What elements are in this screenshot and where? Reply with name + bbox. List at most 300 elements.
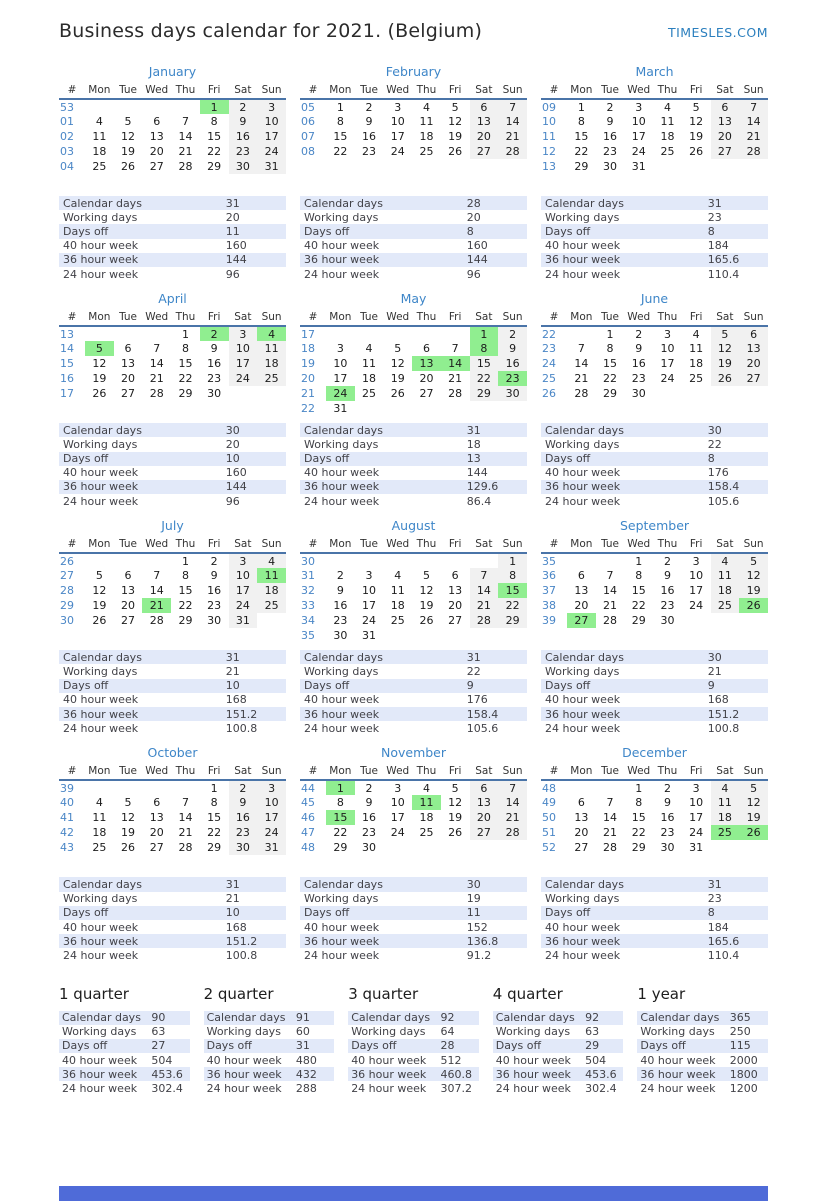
week-row: [59, 371, 286, 386]
stat-value: 30: [707, 423, 722, 437]
day-cell: 18: [419, 811, 434, 825]
week-number: 27: [60, 569, 74, 583]
day-cell: 11: [711, 795, 740, 810]
day-cell: 14: [603, 584, 618, 598]
week-row: [59, 326, 286, 341]
day-cell: 26: [92, 387, 107, 401]
week-number: 13: [60, 327, 74, 341]
week-number-header: #: [300, 82, 326, 99]
summary-1-year: [637, 985, 768, 1096]
day-cell: 31: [333, 402, 348, 416]
stats-table: [59, 650, 286, 735]
day-cell: 7: [153, 342, 161, 356]
stat-label: Days off: [304, 679, 350, 693]
day-cell: 3: [336, 342, 344, 356]
day-cell: 9: [210, 569, 218, 583]
week-number: 53: [60, 100, 74, 114]
day-cell: 8: [635, 569, 643, 583]
stat-value: 30: [225, 423, 240, 437]
day-cell: 20: [419, 372, 434, 386]
day-header: Mon: [326, 309, 355, 326]
day-header: Sun: [257, 763, 286, 780]
week-number: 18: [301, 342, 315, 356]
month-title: February: [385, 64, 442, 79]
week-row: [541, 356, 768, 371]
day-cell: 8: [606, 342, 614, 356]
day-cell: 30: [498, 386, 527, 401]
day-header: Thu: [653, 763, 682, 780]
stat-value: 365: [729, 1011, 751, 1025]
stat-label: 36 hour week: [545, 707, 621, 721]
day-cell: 25: [257, 598, 286, 613]
holiday-day-cell: 25: [711, 825, 740, 840]
day-cell: 4: [257, 553, 286, 568]
month-february: [300, 64, 527, 281]
day-cell: 13: [149, 811, 164, 825]
day-cell: 3: [394, 781, 402, 795]
day-cell: 14: [498, 114, 527, 129]
day-cell: 27: [739, 371, 768, 386]
week-number: 23: [542, 342, 556, 356]
holiday-day-cell: 23: [498, 371, 527, 386]
day-cell: [114, 326, 143, 341]
calendar-wrap: [541, 309, 768, 416]
week-row: [59, 553, 286, 568]
week-number: 43: [60, 841, 74, 855]
day-header: Wed: [624, 309, 653, 326]
stat-value: 9: [707, 679, 715, 693]
stat-value: 19: [466, 892, 481, 906]
holiday-day-cell: 27: [567, 613, 596, 628]
stat-value: 144: [466, 466, 488, 480]
day-cell: 27: [149, 160, 164, 173]
stat-value: 100.8: [707, 721, 740, 735]
day-header: Thu: [171, 82, 200, 99]
day-cell: 29: [178, 614, 193, 628]
stat-value: 8: [707, 224, 715, 238]
day-header: Mon: [326, 763, 355, 780]
day-cell: 16: [362, 130, 377, 143]
day-cell: [171, 780, 200, 795]
day-cell: 21: [178, 145, 193, 158]
day-cell: 3: [692, 554, 700, 568]
stat-row: [348, 1081, 479, 1095]
day-cell: 2: [606, 100, 614, 114]
week-row: [300, 613, 527, 628]
day-cell: [470, 553, 499, 568]
day-cell: 24: [229, 598, 258, 613]
day-cell: 27: [121, 614, 136, 628]
day-cell: 12: [711, 341, 740, 356]
stat-label: 40 hour week: [206, 1053, 282, 1067]
stat-value: 453.6: [585, 1067, 617, 1081]
stat-label: 40 hour week: [63, 693, 139, 707]
day-cell: 28: [603, 614, 618, 628]
calendar-wrap: [300, 763, 527, 870]
month-title: May: [400, 291, 427, 307]
day-cell: [142, 99, 171, 114]
day-cell: 21: [574, 372, 589, 386]
day-cell: 2: [229, 780, 258, 795]
day-cell: 10: [631, 115, 646, 128]
day-cell: 10: [257, 795, 286, 810]
day-cell: [142, 326, 171, 341]
week-number: 39: [60, 781, 74, 795]
holiday-day-cell: 26: [739, 598, 768, 613]
day-cell: 28: [149, 387, 164, 401]
stat-label: Calendar days: [545, 877, 624, 891]
month-title: July: [161, 518, 184, 534]
day-header-row: [59, 536, 286, 553]
day-cell: 26: [92, 614, 107, 628]
week-row: [300, 568, 527, 583]
day-cell: 6: [153, 796, 161, 810]
week-row: [300, 129, 527, 144]
week-row: [300, 583, 527, 598]
day-cell: 23: [660, 826, 675, 840]
stat-value: 176: [707, 466, 729, 480]
stat-value: 1800: [729, 1067, 758, 1081]
stat-row: [300, 877, 527, 891]
day-cell: 1: [606, 327, 614, 341]
stat-row: [59, 707, 286, 721]
day-header: Sat: [229, 536, 258, 553]
week-number: 44: [301, 781, 315, 795]
week-number: 28: [60, 584, 74, 598]
day-cell: 20: [149, 145, 164, 158]
stat-value: 158.4: [707, 480, 740, 494]
stat-label: 24 hour week: [304, 948, 380, 962]
stat-value: 302.4: [151, 1082, 183, 1096]
stat-row: [348, 1039, 479, 1053]
day-cell: 20: [739, 356, 768, 371]
day-header: Sun: [257, 536, 286, 553]
stat-value: 92: [585, 1011, 600, 1025]
stat-value: 22: [466, 665, 481, 679]
day-header: Sat: [470, 536, 499, 553]
months-grid: [59, 64, 768, 973]
stat-value: 21: [707, 665, 722, 679]
day-cell: 10: [689, 569, 704, 583]
week-row: [300, 553, 527, 568]
stat-row: [59, 437, 286, 451]
holiday-day-cell: 15: [498, 583, 527, 598]
day-cell: 28: [574, 387, 589, 401]
day-cell: 24: [229, 371, 258, 386]
day-cell: 23: [362, 826, 377, 840]
stat-value: 31: [225, 196, 240, 210]
stat-label: 24 hour week: [304, 721, 380, 735]
week-row: [59, 114, 286, 129]
stat-row: [204, 1025, 335, 1039]
day-header: Sun: [498, 763, 527, 780]
day-cell: 15: [333, 130, 348, 143]
stat-label: 24 hour week: [545, 721, 621, 735]
holiday-day-cell: 1: [326, 780, 355, 795]
stat-row: [59, 906, 286, 920]
month-november: [300, 745, 527, 962]
stat-row: [204, 1053, 335, 1067]
stat-label: Days off: [545, 452, 591, 466]
day-cell: 6: [153, 115, 161, 128]
stat-row: [300, 721, 527, 735]
stat-value: 23: [707, 210, 722, 224]
calendar-table: [300, 536, 527, 643]
stat-value: 8: [707, 452, 715, 466]
day-cell: 22: [333, 145, 348, 158]
day-header: Sat: [711, 763, 740, 780]
day-cell: 18: [660, 130, 675, 143]
day-header: Sat: [229, 309, 258, 326]
day-cell: 28: [149, 614, 164, 628]
day-cell: 18: [362, 372, 377, 386]
stat-row: [541, 707, 768, 721]
day-cell: 5: [711, 326, 740, 341]
stat-value: 1200: [729, 1082, 758, 1096]
day-cell: 7: [739, 99, 768, 114]
day-cell: 30: [603, 160, 618, 173]
week-row: [541, 371, 768, 386]
day-cell: [85, 326, 114, 341]
stat-row: [348, 1011, 479, 1025]
stat-value: 288: [295, 1082, 317, 1096]
stat-row: [300, 423, 527, 437]
day-cell: [567, 553, 596, 568]
stat-row: [300, 437, 527, 451]
day-cell: 17: [362, 599, 377, 613]
week-number: 14: [60, 342, 74, 356]
stat-value: 27: [151, 1039, 166, 1053]
day-cell: 23: [631, 372, 646, 386]
day-cell: 26: [448, 145, 463, 158]
week-row: [541, 810, 768, 825]
day-cell: 16: [207, 584, 222, 598]
day-cell: 20: [149, 826, 164, 840]
day-cell: 1: [336, 100, 344, 114]
stat-value: 105.6: [466, 721, 499, 735]
stat-value: 453.6: [151, 1067, 183, 1081]
stat-row: [541, 920, 768, 934]
day-cell: 1: [181, 554, 189, 568]
stat-value: 110.4: [707, 267, 740, 281]
stat-label: 36 hour week: [545, 253, 621, 267]
stats-table: [59, 196, 286, 281]
stat-label: Calendar days: [304, 877, 383, 891]
stat-label: 40 hour week: [545, 920, 621, 934]
stat-label: 40 hour week: [640, 1053, 716, 1067]
month-july: [59, 518, 286, 735]
stat-label: Calendar days: [545, 196, 624, 210]
day-cell: 23: [333, 614, 348, 628]
stat-value: 165.6: [707, 934, 740, 948]
stat-value: 480: [295, 1053, 317, 1067]
stat-row: [541, 196, 768, 210]
stat-row: [59, 1081, 190, 1095]
day-cell: 31: [229, 613, 258, 628]
stat-value: 31: [466, 423, 481, 437]
stat-value: 31: [707, 196, 722, 210]
day-cell: 19: [689, 130, 704, 143]
day-cell: [412, 840, 441, 855]
stat-value: 28: [466, 196, 481, 210]
week-row: [541, 613, 768, 628]
week-number: 22: [301, 402, 315, 416]
day-cell: 23: [660, 599, 675, 613]
day-cell: 24: [257, 144, 286, 159]
stat-label: Working days: [545, 892, 620, 906]
stat-label: Days off: [63, 452, 109, 466]
day-cell: 5: [739, 780, 768, 795]
day-cell: 8: [210, 115, 218, 128]
stat-row: [300, 466, 527, 480]
day-cell: 5: [394, 342, 402, 356]
day-cell: 7: [606, 796, 614, 810]
stat-label: Working days: [304, 437, 379, 451]
stat-label: Calendar days: [63, 423, 142, 437]
day-header-row: [300, 309, 527, 326]
stat-label: Days off: [640, 1039, 686, 1053]
day-cell: 19: [448, 811, 463, 825]
stat-value: 160: [466, 239, 488, 253]
stat-row: [59, 267, 286, 281]
day-cell: [470, 840, 499, 855]
day-cell: 29: [178, 387, 193, 401]
stat-label: Calendar days: [63, 877, 142, 891]
day-cell: [355, 326, 384, 341]
holiday-day-cell: 11: [257, 568, 286, 583]
day-cell: 6: [470, 780, 499, 795]
day-cell: 3: [365, 569, 373, 583]
stat-label: 24 hour week: [206, 1082, 282, 1096]
week-row: [59, 99, 286, 114]
stat-row: [300, 253, 527, 267]
day-cell: 17: [333, 372, 348, 386]
week-number: 12: [542, 145, 556, 158]
stat-value: 21: [225, 892, 240, 906]
week-row: [59, 568, 286, 583]
stat-row: [59, 1039, 190, 1053]
day-cell: 13: [121, 584, 136, 598]
month-title: August: [391, 518, 436, 534]
stat-value: 115: [729, 1039, 751, 1053]
stat-row: [300, 920, 527, 934]
stat-label: Days off: [63, 906, 109, 920]
day-cell: 14: [498, 795, 527, 810]
week-number: 17: [301, 327, 315, 341]
stat-row: [59, 466, 286, 480]
day-cell: 8: [635, 796, 643, 810]
stat-value: 92: [440, 1011, 455, 1025]
stat-value: 151.2: [225, 934, 258, 948]
day-cell: 26: [121, 841, 136, 855]
day-header: Sat: [470, 763, 499, 780]
day-cell: 17: [257, 810, 286, 825]
day-cell: 27: [419, 387, 434, 401]
site-link[interactable]: TIMESLES.COM: [667, 25, 768, 40]
stat-value: 302.4: [585, 1082, 617, 1096]
day-cell: 30: [660, 614, 675, 628]
stat-label: 24 hour week: [63, 494, 139, 508]
stat-value: 160: [225, 466, 247, 480]
day-cell: 30: [229, 159, 258, 174]
calendar-table: [541, 82, 768, 174]
day-cell: [441, 401, 470, 416]
day-cell: 10: [689, 796, 704, 810]
week-row: [541, 583, 768, 598]
day-cell: 9: [606, 115, 614, 128]
month-may: [300, 291, 527, 508]
day-cell: 28: [603, 841, 618, 855]
calendar-wrap: [541, 82, 768, 189]
day-cell: 18: [711, 810, 740, 825]
stats-table: [541, 196, 768, 281]
day-cell: 5: [739, 553, 768, 568]
day-cell: 20: [121, 372, 136, 386]
day-cell: 8: [336, 796, 344, 810]
week-row: [59, 144, 286, 159]
stat-row: [59, 494, 286, 508]
week-row: [300, 144, 527, 159]
week-row: [541, 780, 768, 795]
stat-label: 36 hour week: [63, 253, 139, 267]
day-cell: 13: [121, 357, 136, 371]
week-number: 16: [60, 372, 74, 386]
stat-value: 129.6: [466, 480, 499, 494]
month-title: January: [148, 64, 197, 79]
stat-value: 18: [466, 437, 481, 451]
day-cell: 12: [448, 796, 463, 810]
day-cell: 1: [635, 554, 643, 568]
stat-label: Calendar days: [63, 196, 142, 210]
day-cell: [171, 99, 200, 114]
stat-row: [59, 210, 286, 224]
day-cell: 14: [574, 357, 589, 371]
day-cell: [85, 780, 114, 795]
day-cell: 27: [711, 144, 740, 159]
week-number: 29: [60, 599, 74, 613]
week-number: 47: [301, 826, 315, 840]
day-cell: 2: [229, 99, 258, 114]
day-cell: 10: [390, 115, 405, 128]
calendar-table: [300, 309, 527, 416]
day-cell: 17: [631, 130, 646, 143]
day-cell: 11: [362, 357, 377, 371]
day-cell: [114, 780, 143, 795]
day-cell: 17: [390, 811, 405, 825]
day-cell: 14: [739, 114, 768, 129]
stat-value: 31: [225, 650, 240, 664]
stat-label: Days off: [304, 452, 350, 466]
day-cell: 31: [631, 160, 646, 173]
day-cell: [355, 401, 384, 416]
day-header: Thu: [412, 309, 441, 326]
week-number: 32: [301, 584, 315, 598]
week-number: 30: [60, 614, 74, 628]
stat-label: Calendar days: [304, 650, 383, 664]
month-title: April: [158, 291, 187, 307]
stat-value: 165.6: [707, 253, 740, 267]
stat-row: [59, 253, 286, 267]
day-header-row: [541, 82, 768, 99]
day-cell: 16: [660, 811, 675, 825]
day-cell: 22: [333, 826, 348, 840]
stat-value: 184: [707, 239, 729, 253]
stat-label: 36 hour week: [304, 253, 380, 267]
day-cell: 28: [470, 613, 499, 628]
day-cell: [596, 780, 625, 795]
day-header: Fri: [682, 763, 711, 780]
day-cell: 9: [498, 341, 527, 356]
